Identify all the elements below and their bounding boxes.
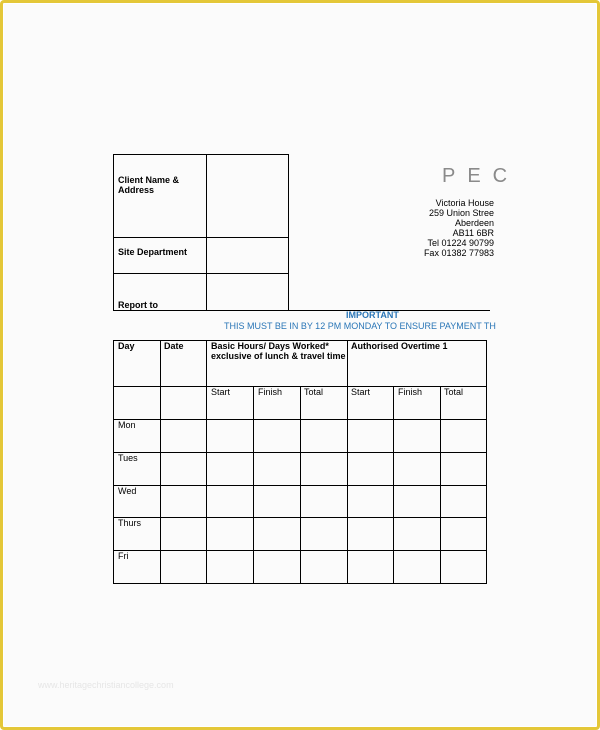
address-line-3: Aberdeen: [454, 218, 494, 228]
col-header-day: Day: [118, 341, 135, 351]
client-block-top-border: [113, 154, 289, 155]
client-block-right-border: [288, 154, 289, 310]
address-line-2: 259 Union Stree: [428, 208, 494, 218]
client-block-middle-border: [206, 154, 207, 310]
col-header-basic-hours: Basic Hours/ Days Worked* exclusive of lunch & travel time: [211, 341, 346, 361]
sub-header-ot-total: Total: [444, 387, 464, 397]
client-name-label: Client Name & Address: [118, 175, 180, 195]
sub-header-basic-finish: Finish: [258, 387, 283, 397]
grid-line-v-ot-total: [440, 386, 441, 583]
address-line-6: Fax 01382 77983: [423, 248, 494, 258]
payment-notice: THIS MUST BE IN BY 12 PM MONDAY TO ENSURE PAYMENT TH: [224, 321, 496, 331]
site-department-label: Site Department: [118, 247, 188, 257]
sub-header-ot-finish: Finish: [398, 387, 423, 397]
grid-line-v-basic: [206, 340, 207, 583]
timesheet-document: [110, 150, 520, 590]
col-header-overtime: Authorised Overtime 1: [351, 341, 448, 351]
client-block-left-border: [113, 154, 114, 310]
grid-line-v-date: [160, 340, 161, 583]
grid-line-v-day: [113, 340, 114, 583]
sub-header-basic-total: Total: [304, 387, 324, 397]
address-line-1: Victoria House: [435, 198, 494, 208]
grid-line-v-overtime: [347, 340, 348, 583]
address-line-5: Tel 01224 90799: [427, 238, 494, 248]
report-to-label: Report to: [118, 300, 158, 310]
notice-top-border: [113, 310, 490, 311]
day-row-mon: Mon: [118, 420, 136, 430]
sub-header-ot-start: Start: [351, 387, 371, 397]
grid-line-h-8: [113, 583, 487, 584]
watermark-text: www.heritagechristiancollege.com: [38, 680, 174, 690]
col-header-date: Date: [164, 341, 184, 351]
grid-line-v-basic-finish: [253, 386, 254, 583]
day-row-wed: Wed: [118, 486, 137, 496]
day-row-tues: Tues: [118, 453, 138, 463]
important-heading: IMPORTANT: [346, 310, 399, 320]
grid-line-v-ot-finish: [393, 386, 394, 583]
grid-line-v-right: [486, 340, 487, 583]
client-block-divider-1: [113, 237, 289, 238]
client-block-divider-2: [113, 273, 289, 274]
day-row-fri: Fri: [118, 551, 129, 561]
address-line-4: AB11 6BR: [452, 228, 494, 238]
sub-header-basic-start: Start: [211, 387, 231, 397]
grid-line-v-basic-total: [300, 386, 301, 583]
day-row-thurs: Thurs: [118, 518, 142, 528]
company-name: PEC: [442, 165, 520, 187]
